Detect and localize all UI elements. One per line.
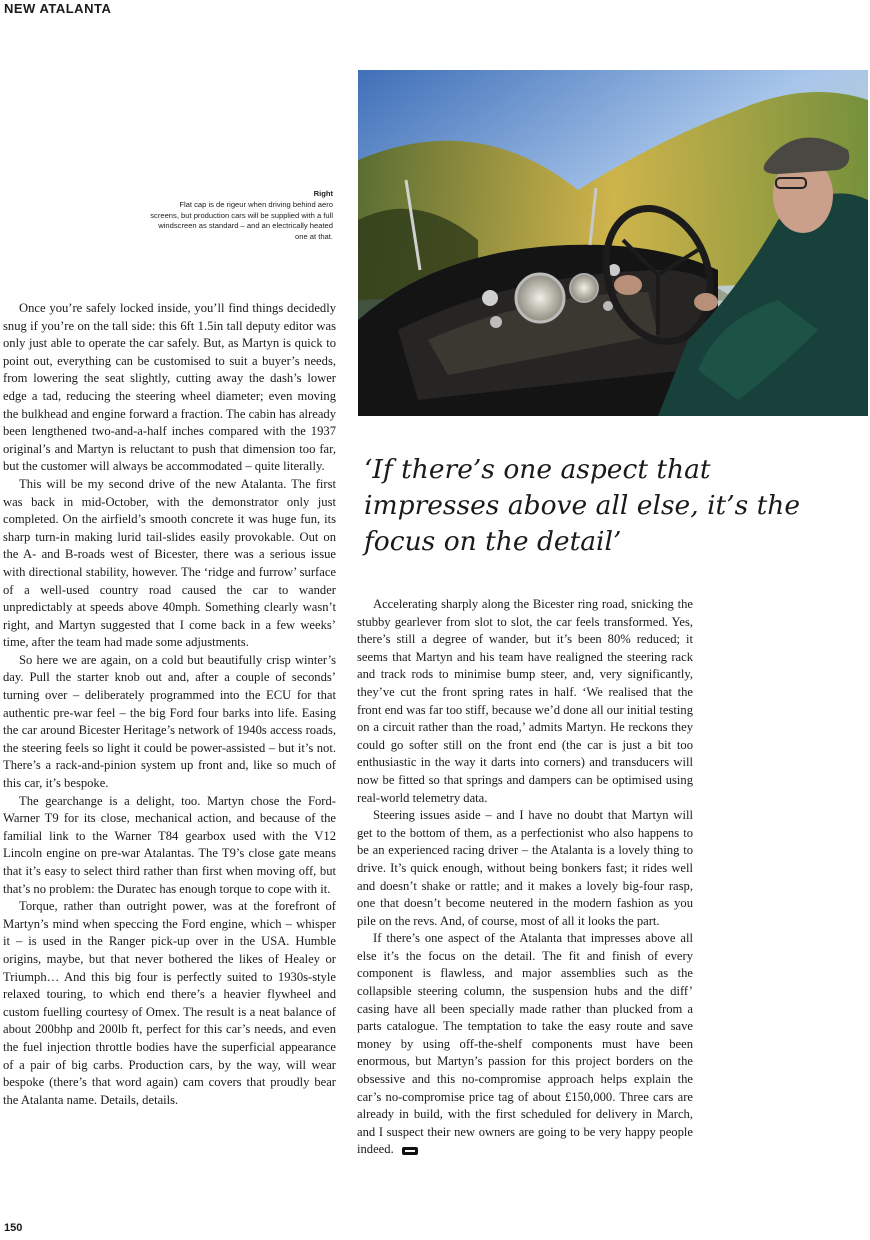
pull-quote: ‘If there’s one aspect that impresses above all else, it’s the focus on the detail’ (364, 454, 801, 557)
caption-text: Flat cap is de rigeur when driving behind aero screens, but production cars will be supplied with a full windscreen as standard – and an electrically heated one at that. (150, 199, 333, 242)
running-head: NEW ATALANTA (4, 1, 112, 16)
paragraph: Accelerating sharply along the Bicester ring road, snicking the stubby gearlever from slot to slot, the car feels transformed. Yes, there’s still a degree of wander, but it’s been 80% reduced; it seems that Martyn and his team have realigned the steering rack and track rods to minimise bump steer, and, very significantly, they’ve cut the front spring rates in half. ‘We realised that the front end was far too stiff, because we’d done all our initial testing on a circuit rather than the road,’ admits Martyn. He reckons they could go softer still on the front end (the car is just a bit too enthusiastic in the way it darts into corners) and transducers will now be fitted so that springs and dampers can be optimised using real-world telemetry data. (357, 597, 693, 805)
paragraph-final (357, 930, 693, 1159)
photo-caption (150, 189, 333, 243)
paragraph: Once you’re safely locked inside, you’ll find things decidedly snug if you’re on the tall side: this 6ft 1.5in tall deputy editor was only just able to operate the car safely. But, as Martyn is quick to point out, everything can be customised to suit a buyer’s needs, from lowering the seat slightly, cutting away the dash’s lower edge a tad, reducing the steering wheel diameter; even moving the bulkhead and engine forward a fraction. The cabin has already been lengthened two-and-a-half inches compared with the 1937 original’s and Martyn is reluctant to push that dimension too far, but the customer will always be accommodated – quite literally. (3, 301, 337, 474)
paragraph-text: If there’s one aspect of the Atalanta that impresses above all else it’s the focus on the detail. The fit and finish of every component is flawless, and major assemblies such as the collapsible steering column, the suspension hubs and the diff’ casing have all been specially made rather than plucked from a parts catalogue. The temptation to take the easy route and save money by using off-the-shelf components must have been enormous, but Martyn’s passion for this project borders on the obsessive and this no-compromise approach helps explain the car’s no-compromise price tag of about £150,000. Three cars are already in build, with the first scheduled for delivery in March, and I suspect their new owners are going to be very happy people indeed. (357, 931, 693, 1157)
paragraph: Torque, rather than outright power, was at the forefront of Martyn’s mind when speccing the Ford engine, which – whisper it – is used in the Ranger pick-up over in the USA. Humble origins, maybe, but that never bothered the likes of Healey or Triumph… And this big four is perfectly suited to 1930s-style relaxed touring, to which end there’s a heavier flywheel and custom fuelling courtesy of Omex. The result is a neat balance of about 200bhp and 200lb ft, perfect for this car’s needs, and even the fuel injection throttle bodies have the superficial appearance of a pair of big carbs. Production cars, by the way, will wear bespoke (there’s that word again) cam covers that proudly bear the Atalanta name. Details, details. (3, 899, 336, 1107)
paragraph: This will be my second drive of the new Atalanta. The first was back in mid-October, with the demonstrator only just completed. On the airfield’s smooth concrete it was huge fun, its sharp turn-in making lurid tail-slides easily provokable. Out on the A- and B-roads west of Bicester, there was a serious issue with directional stability, however. The ‘ridge and furrow’ surface of a well-used country road caused the car to wander unpredictably at speeds above 40mph. Something clearly wasn’t right, and Martyn suggested that I come back in a few weeks’ time, after the team had made some adjustments. (3, 476, 336, 650)
end-of-article-icon (402, 1147, 418, 1155)
driver-in-cockpit-illustration (358, 70, 868, 416)
page-number: 150 (4, 1222, 23, 1234)
caption-label: Right (313, 189, 333, 198)
paragraph: So here we are again, on a cold but beautifully crisp winter’s day. Pull the starter knob out and, after a couple of seconds’ turning over – deliberately programmed into the ECU for that authentic pre-war feel – the big Ford four barks into life. Easing the car around Bicester Heritage’s network of 1940s access roads, the steering feels so light it could be power-assisted – but it’s not. There’s a rack-and-pinion system up front and, like so much of this car, it’s bespoke. (3, 652, 336, 791)
paragraph: Steering issues aside – and I have no doubt that Martyn will get to the bottom of them, as a perfectionist who also happens to be an experienced racing driver – the Atalanta is a lovely thing to drive. It’s quick enough, without being bonkers fast; it rides well and doesn’t shake or rattle; and it makes a lovely big-four rasp, one that doesn’t become neutered in the modern fashion as you pile on the revs. And, of course, most of all it looks the part. (357, 808, 693, 928)
article-column-right (357, 596, 693, 1159)
article-column-left (3, 300, 336, 1109)
article-photo (358, 70, 868, 416)
paragraph: The gearchange is a delight, too. Martyn chose the Ford-Warner T9 for its close, mechanical action, and because of the familial link to the Warner T84 gearbox used with the V12 Lincoln engine on pre-war Atalantas. The T9’s close gate means that it’s easy to select third rather than first when moving off, but that’s no problem: the Duratec has enough torque to cope with it. (3, 793, 336, 896)
